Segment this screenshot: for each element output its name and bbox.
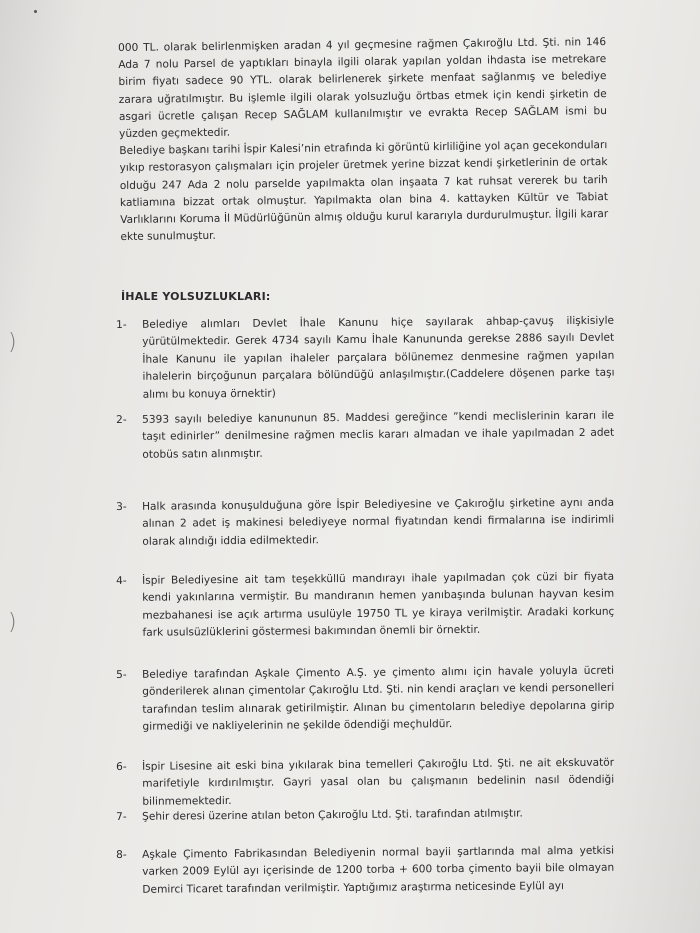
list-item <box>116 408 614 465</box>
item-text: Aşkale Çimento Fabrikasından Belediyenin normal bayii şartlarında mal alma yetkisi varken 2009 Eylül ayı içerisinde de 1200 torba + 600 torba çimento bayii bile olmayan Demirci Ticaret tarafından verilmiştir. Yaptığımız araştırma neticesinde Eylül ayı <box>142 844 615 896</box>
list-item <box>116 755 614 812</box>
list-item <box>116 805 614 827</box>
item-number: 2- <box>116 413 127 426</box>
list-item <box>116 313 615 404</box>
item-number: 5- <box>116 668 127 681</box>
item-text: İspir Belediyesine ait tam teşekküllü mandırayı ihale yapılmadan çok cüzi bir fiyata kendi yakınlarına vermiştir. Bu mandıranın hemen yanıbaşında bulunan hayvan kesim mezbahanesi ise açık artırma usulüyle 19750 TL ye kiraya verilmiştir. Aradaki korkunç fark usulsüzlüklerini göstermesi bakımından önemli bir örnektir. <box>142 570 615 639</box>
punch-mark <box>34 10 37 13</box>
margin-mark: ) <box>8 610 17 635</box>
margin-mark: ) <box>8 330 17 355</box>
item-text: Şehir deresi üzerine atılan beton Çakıroğlu Ltd. Şti. tarafından atılmıştır. <box>142 807 523 823</box>
list-item <box>116 663 615 737</box>
item-text: İspir Lisesine ait eski bina yıkılarak bina temelleri Çakıroğlu Ltd. Şti. ne ait ekskuvatör marifetiyle kırdırılmıştır. Gayri yasal olan bu çalışmanın bedelinin nasıl ödendiği bilinmemektedir. <box>142 756 615 808</box>
intro-section <box>118 34 608 246</box>
item-number: 6- <box>116 760 127 773</box>
list-item <box>116 569 615 643</box>
section-heading: İHALE YOLSUZLUKLARI: <box>121 290 271 303</box>
list-item <box>116 495 614 552</box>
intro-paragraph-2: Belediye başkanı tarihi İspir Kalesi’nin etrafında ki görüntü kirliliğine yol açan gecekonduları yıkıp restorasyon çalışmaları için projeler üretmek yerine bizzat kendi şirketlerinin de ortak olduğu 247 Ada 2 nolu parselde yapılmakta olan inşaata 7 kat ruhsat vererek bu tarih katliamına bizzat ortak olmuştur. Yapılmakta olan bina 4. kattayken Kültür ve Tabiat Varlıklarını Koruma İl Müdürlüğünün almış olduğu kurul kararıyla durdurulmuştur. İlgili karar ekte sunulmuştur. <box>119 139 609 244</box>
list-item <box>116 843 614 900</box>
item-text: Belediye alımları Devlet İhale Kanunu hiçe sayılarak ahbap-çavuş ilişkisiyle yürütülmektedir. Gerek 4734 sayılı Kamu İhale Kanununda gerekse 2886 sayılı Devlet İhale Kanunu ile yapılan ihaleler parçalara bölünemez denmesine rağmen yapılan ihalelerin birçoğunun parçalara bölündüğü anlaşılmıştır.(Caddelere döşenen parke taşı alımı bu konuya örnektir) <box>142 314 615 401</box>
item-number: 7- <box>116 810 127 823</box>
item-number: 3- <box>116 500 127 513</box>
item-text: Belediye tarafından Aşkale Çimento A.Ş. ye çimento alımı için havale yoluyla ücreti gönderilerek alınan çimentolar Çakıroğlu Ltd. Şti. nin kendi araçları ve kendi personelleri tarafından teslim alınarak getirilmiştir. Alınan bu çimentoların belediye depolarına girip girmediği ve nakliyelerinin ne şekilde ödendiği meçhuldür. <box>142 664 615 733</box>
item-number: 8- <box>116 848 127 861</box>
item-number: 4- <box>116 574 127 587</box>
item-number: 1- <box>116 318 127 331</box>
item-text: 5393 sayılı belediye kanununun 85. Maddesi gereğince ”kendi meclislerinin kararı ile taşıt edinirler” denilmesine rağmen meclis kararı almadan ve ihale yapılmadan 2 adet otobüs satın alınmıştır. <box>142 409 615 461</box>
intro-paragraph-1: 000 TL. olarak belirlenmişken aradan 4 yıl geçmesine rağmen Çakıroğlu Ltd. Şti. nin 146 Ada 7 nolu Parsel de yaptıkları binayla ilgili olarak yapılan yoldan ihdasta ise metrekare birim fiyatı sadece 90 YTL. olarak belirlenerek şirkete menfaat sağlanmış ve belediye zarara uğratılmıştır. Bu işlemle ilgili olarak yolsuzluğu örtbas etmek için kendi şirketin de asgari ücretle çalışan Recep SAĞLAM kullanılmıştır ve evrakta Recep SAĞLAM ismi bu yüzden geçmektedir. <box>118 36 607 141</box>
item-text: Halk arasında konuşulduğuna göre İspir Belediyesine ve Çakıroğlu şirketine aynı anda alınan 2 adet iş makinesi belediyeye normal fiyatından kendi firmalarına ise indirimli olarak alındığı iddia edilmektedir. <box>142 496 615 548</box>
